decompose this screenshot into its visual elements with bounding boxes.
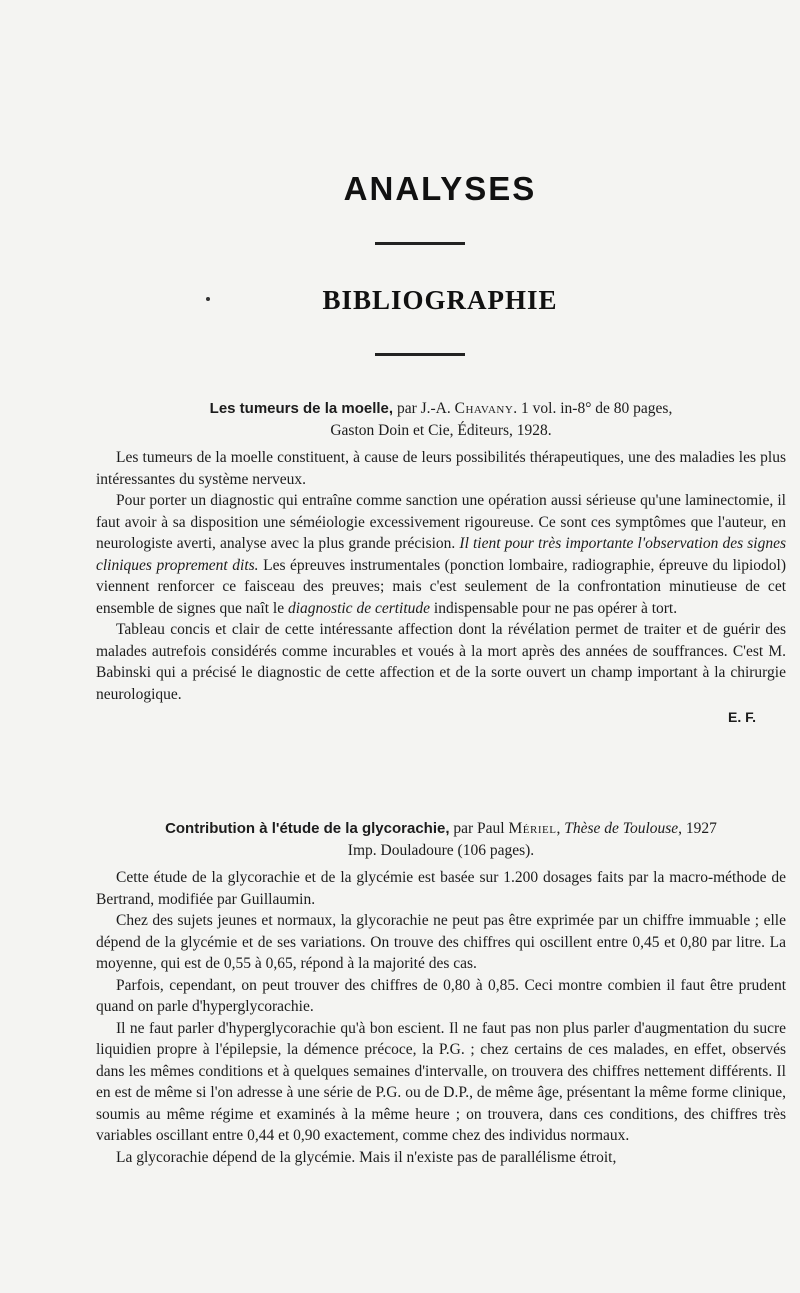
paragraph xyxy=(96,910,786,975)
paragraph-text: Chez des sujets jeunes et normaux, la glycorachie ne peut pas être exprimée par un chiffre immuable ; elle dépend de la glycémie et de ses variations. On trouve des chiffres qui oscillent entre 0,45 et 0,80 par litre. La moyenne, qui est de 0,55 à 0,65, répond à la majorité des cas. xyxy=(96,912,786,972)
entry-heading xyxy=(96,818,786,840)
paragraph-text: Les tumeurs de la moelle constituent, à cause de leurs possibilités thérapeutiques, une des maladies les plus intéressantes du système nerveux. xyxy=(96,449,786,488)
entry-by: par J.-A. xyxy=(393,400,455,417)
subsection-divider xyxy=(375,353,465,356)
entry-author: Chavany xyxy=(454,400,514,417)
emphasis-text: diagnostic de certitude xyxy=(287,599,431,617)
title-divider xyxy=(375,242,465,245)
emphasis-text: Il tient pour très importante l'observation des signes cliniques proprement dits. xyxy=(96,535,786,574)
paragraph xyxy=(96,490,786,619)
paragraph-text: indispensable pour ne pas opérer à tort. xyxy=(430,599,678,617)
entry-title: Contribution à l'étude de la glycorachie, xyxy=(165,820,450,837)
paragraph-text: Il ne faut parler d'hyperglycorachie qu'à bon escient. Il ne faut pas non plus parler d'augmentation du sucre liquidien propre à l'épilepsie, la démence précoce, la P.G. ; chez certains de ces malades, en effet, observés dans les mêmes conditions et à quelques semaines d'intervalle, on trouvera des chiffres nettement différents. Il en est de même si l'on adresse à une série de P.G. ou de D.P., de même âge, présentant la même forme clinique, soumis au même régime et examinés à la même heure ; on trouvera, dans ces conditions, des chiffres très variables oscillant entre 0,44 et 0,90 exactement, comme chez des individus normaux. xyxy=(96,1019,786,1144)
entry-year: , 1927 xyxy=(678,820,717,837)
entry-details: , xyxy=(556,820,565,837)
review-entry-1 xyxy=(96,398,786,729)
paragraph-text: Les épreuves instrumentales (ponction lombaire, radiographie, épreuve du lipiodol) viennent renforcer ce faisceau des preuves; mais c'est seulement de la confrontation minutieuse de cet ensemble de signes que naît le xyxy=(96,556,787,617)
paragraph-text: Cette étude de la glycorachie et de la glycémie est basée sur 1.200 dosages faits par la macro-méthode de Bertrand, modifiée par Guillaumin. xyxy=(96,869,786,908)
subsection-title: BIBLIOGRAPHIE xyxy=(322,285,558,315)
paragraph xyxy=(96,447,786,490)
entry-publisher: Gaston Doin et Cie, Éditeurs, 1928. xyxy=(330,421,552,439)
entry-by: par Paul xyxy=(449,820,509,837)
paragraph-text: Parfois, cependant, on peut trouver des chiffres de 0,80 à 0,85. Ceci montre combien il faut être prudent quand on parle d'hyperglycorachie. xyxy=(96,976,786,1015)
entry-title: Les tumeurs de la moelle, xyxy=(209,400,394,417)
reviewer-signature: E. F. xyxy=(727,709,756,725)
paragraph xyxy=(96,1018,786,1147)
paragraph-text: Pour porter un diagnostic qui entraîne comme sanction une opération aussi sérieuse qu'une laminectomie, il faut avoir à sa disposition une séméiologie excessivement rigoureuse. Ce sont ces symptômes que l'auteur, en neurologiste averti, analyse avec la plus grande précision. xyxy=(96,492,786,552)
paragraph xyxy=(96,1147,786,1169)
paragraph xyxy=(96,975,786,1018)
entry-publisher: Imp. Douladoure (106 pages). xyxy=(347,841,535,859)
paragraph-text: La glycorachie dépend de la glycémie. Mais il n'existe pas de parallélisme étroit, xyxy=(116,1148,617,1166)
entry-author: Mériel xyxy=(508,820,557,837)
entry-thesis: Thèse de Toulouse xyxy=(564,820,679,837)
paragraph-text: Tableau concis et clair de cette intéressante affection dont la révélation permet de traiter et de guérir des malades autrefois considérés comme incurables et voués à la mort après des années de souffrances. C'est M. Babinski qui a précisé le diagnostic de cette affection et de la sorte ouvert un champ important à la chirurgie neurologique. xyxy=(96,621,786,703)
review-entry-2 xyxy=(96,818,786,1168)
entry-details: . 1 vol. in-8° de 80 pages, xyxy=(513,400,673,417)
entry-heading xyxy=(96,398,786,420)
section-title: ANALYSES xyxy=(343,170,537,207)
paragraph xyxy=(96,619,786,705)
paragraph xyxy=(96,867,786,910)
